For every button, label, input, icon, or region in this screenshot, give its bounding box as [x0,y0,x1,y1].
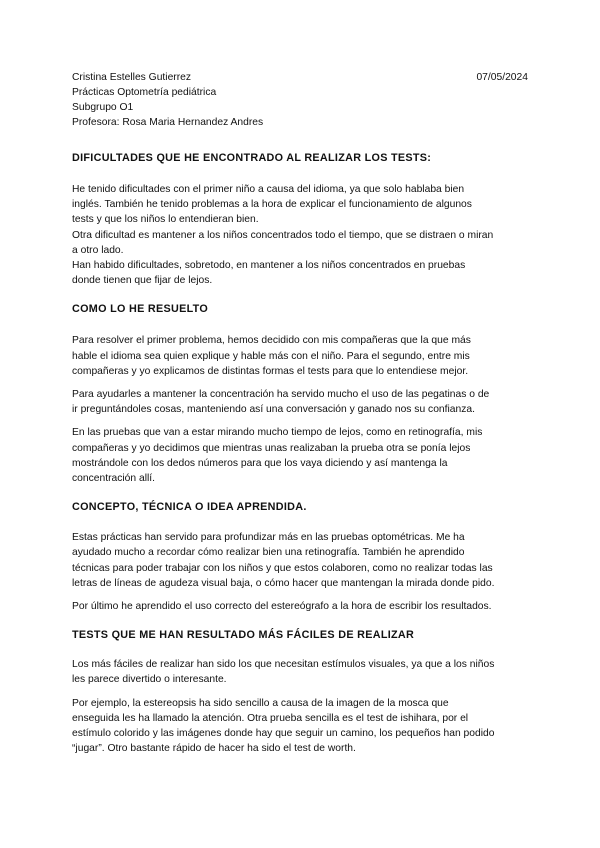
paragraph: Estas prácticas han servido para profundizar más en las pruebas optométricas. Me ha ayudado mucho a recordar cómo realizar bien una retinografía. También he aprendido técnicas para poder trabajar con los niños y que estos colaboren, como no realizar todas las letras de líneas de agudeza visual baja, o cómo hacer que mantengan la mirada donde pido. [72,532,495,589]
document-date: 07/05/2024 [476,72,528,83]
subgroup: Subgrupo O1 [72,102,134,113]
author-name: Cristina Estelles Gutierrez [72,72,192,83]
document-page [72,70,528,756]
section-title-concept: CONCEPTO, TÉCNICA O IDEA APRENDIDA. [72,501,307,514]
document-header [72,70,528,130]
paragraph: Por último he aprendido el uso correcto del estereógrafo a la hora de escribir los resultados. [72,601,492,613]
section-title-difficulties: DIFICULTADES QUE HE ENCONTRADO AL REALIZAR LOS TESTS: [72,152,432,164]
paragraph: Por ejemplo, la estereopsis ha sido sencillo a causa de la imagen de la mosca que enseguida les ha llamado la atención. Otra prueba sencilla es el test de ishihara, por el estímulo colorido y las imágenes donde hay que seguir un camino, los pequeños han podido “jugar”. Otro bastante rápido de hacer ha sido el test de worth. [72,697,495,755]
paragraph: Para resolver el primer problema, hemos decidido con mis compañeras que la que más hable el idioma sea quien explique y hable más con el niño. Para el segundo, entre mis compañeras y yo explicamos de distintas formas el tests para que lo entendiese mejor. [72,335,471,377]
paragraph: He tenido dificultades con el primer niño a causa del idioma, ya que solo hablaba bien inglés. También he tenido problemas a la hora de explicar el funcionamiento de algunos tests y que los niños lo entendieran bien. Otra dificultad es mantener a los niños concentrados todo el tiempo, que se distraen o miran a otro lado. Han habido dificultades, sobretodo, en mantener a los niños concentrados en pruebas donde tienen que fijar de lejos. [72,184,494,287]
paragraph: Los más fáciles de realizar han sido los que necesitan estímulos visuales, ya que a los niños les parece divertido o interesante. [72,659,495,686]
paragraph: En las pruebas que van a estar mirando mucho tiempo de lejos, como en retinografía, mis compañeras y yo decidimos que mientras unas realizaban la prueba otra se ponía lejos mostrándole con los dedos números para que los vaya diciendo y así mantenga la concentración allí. [72,427,483,485]
course-name: Prácticas Optometría pediátrica [72,87,217,98]
section-title-resolution: COMO LO HE RESUELTO [72,303,209,316]
teacher-name: Profesora: Rosa Maria Hernandez Andres [72,117,264,128]
section-title-easiest-tests: TESTS QUE ME HAN RESULTADO MÁS FÁCILES DE REALIZAR [72,629,415,642]
paragraph: Para ayudarles a mantener la concentración ha servido mucho el uso de las pegatinas o de ir preguntándoles cosas, manteniendo así una conversación y ganado nos su confianza. [72,389,490,416]
